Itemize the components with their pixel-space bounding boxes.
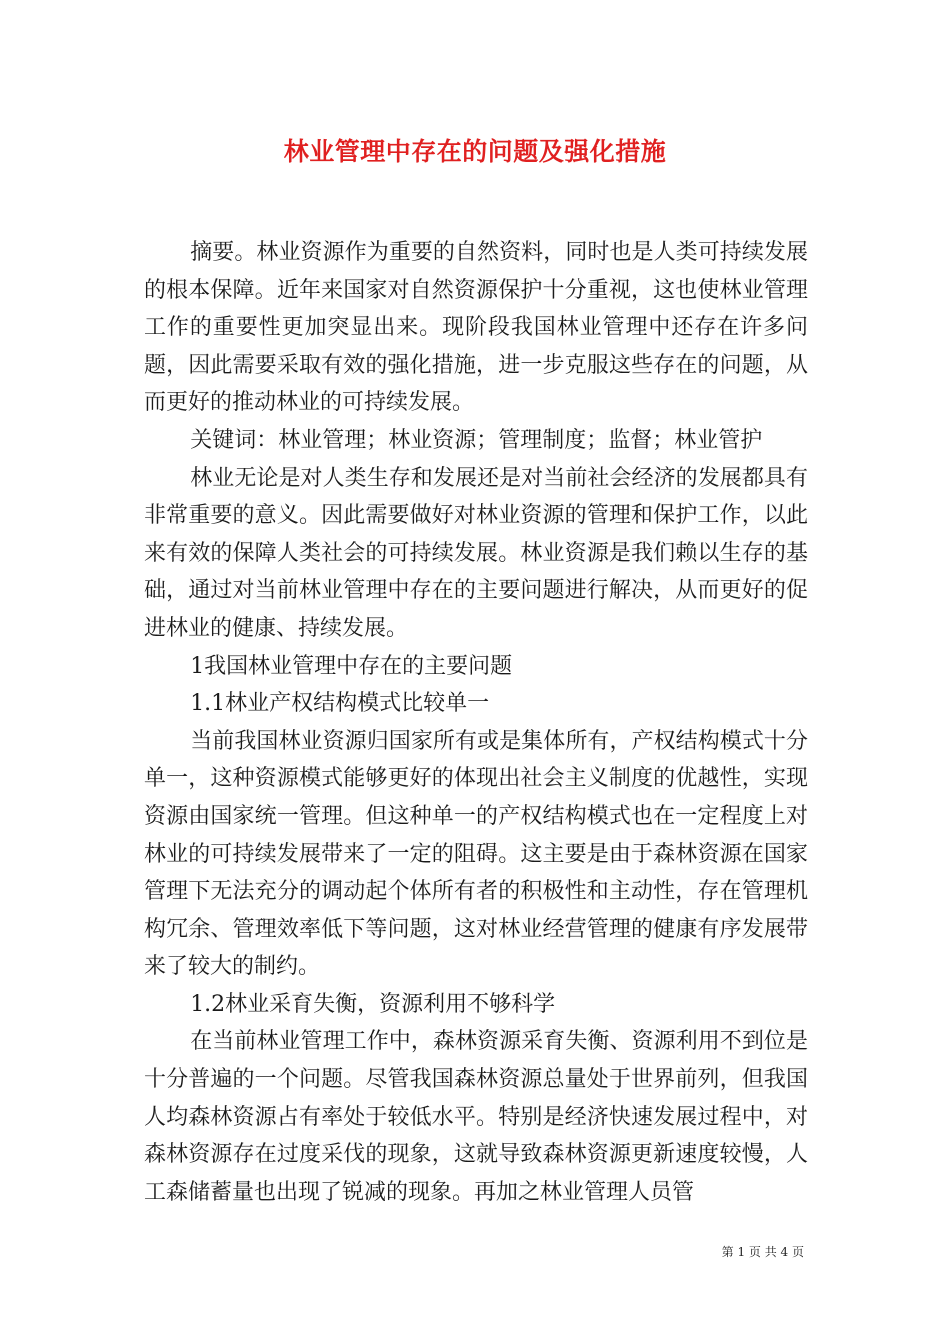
abstract-paragraph: 摘要。林业资源作为重要的自然资料，同时也是人类可持续发展的根本保障。近年来国家对自然资源保护十分重视，这也使林业管理工作的重要性更加突显出来。现阶段我国林业管理中还存在许多问题，因此需要采取有效的强化措施，进一步克服这些存在的问题，从而更好的推动林业的可持续发展。 — [144, 240, 808, 416]
document-body — [144, 234, 808, 1211]
keywords-paragraph: 关键词：林业管理；林业资源；管理制度；监督；林业管护 — [190, 427, 763, 453]
body-paragraph: 在当前林业管理工作中，森林资源采育失衡、资源利用不到位是十分普遍的一个问题。尽管我国森林资源总量处于世界前列，但我国人均森林资源占有率处于较低水平。特别是经济快速发展过程中，对森林资源存在过度采伐的现象，这就导致森林资源更新速度较慢，人工森储蓄量也出现了锐减的现象。再加之林业管理人员管 — [144, 1029, 808, 1205]
subsection-heading: 1.2林业采育失衡，资源利用不够科学 — [190, 991, 556, 1017]
subsection-heading: 1.1林业产权结构模式比较单一 — [190, 691, 490, 717]
page-number: 第 1 页 共 4 页 — [721, 1245, 804, 1259]
intro-paragraph: 林业无论是对人类生存和发展还是对当前社会经济的发展都具有非常重要的意义。因此需要做好对林业资源的管理和保护工作，以此来有效的保障人类社会的可持续发展。林业资源是我们赖以生存的基础，通过对当前林业管理中存在的主要问题进行解决，从而更好的促进林业的健康、持续发展。 — [144, 465, 808, 641]
section-heading: 1我国林业管理中存在的主要问题 — [190, 653, 513, 679]
document-title: 林业管理中存在的问题及强化措施 — [283, 137, 667, 166]
body-paragraph: 当前我国林业资源归国家所有或是集体所有，产权结构模式十分单一，这种资源模式能够更好的体现出社会主义制度的优越性，实现资源由国家统一管理。但这种单一的产权结构模式也在一定程度上对林业的可持续发展带来了一定的阻碍。这主要是由于森林资源在国家管理下无法充分的调动起个体所有者的积极性和主动性，存在管理机构冗余、管理效率低下等问题，这对林业经营管理的健康有序发展带来了较大的制约。 — [144, 728, 808, 980]
